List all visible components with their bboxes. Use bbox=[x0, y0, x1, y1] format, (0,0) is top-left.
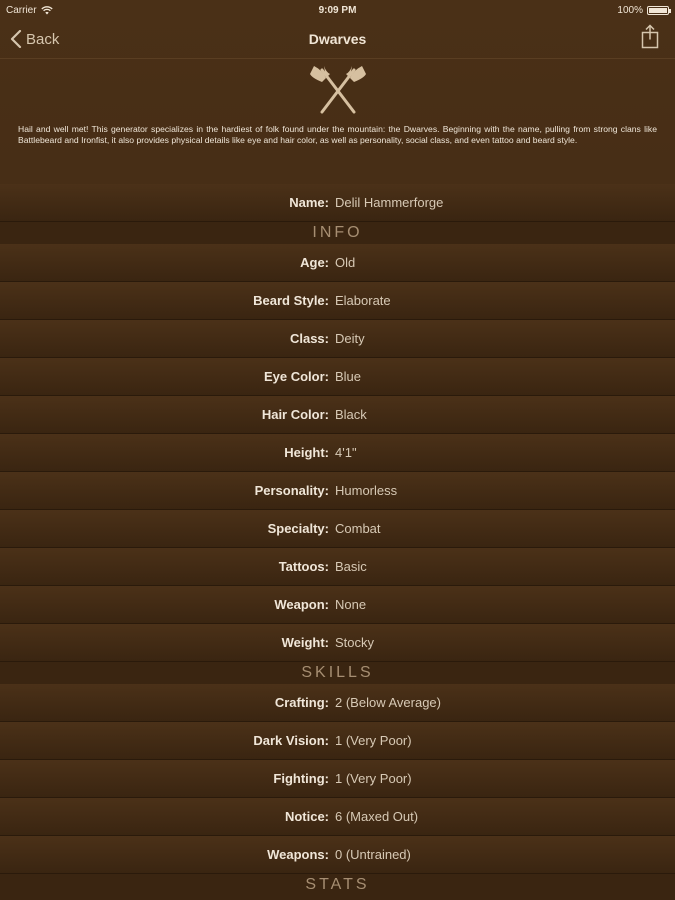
row-label: Personality: bbox=[254, 483, 329, 498]
table-row bbox=[0, 624, 675, 662]
back-button[interactable] bbox=[10, 30, 59, 48]
table-row bbox=[0, 548, 675, 586]
wifi-icon bbox=[41, 6, 53, 15]
row-value: 6 (Maxed Out) bbox=[335, 809, 419, 824]
row-value: None bbox=[335, 597, 367, 612]
status-time: 9:09 PM bbox=[318, 4, 357, 16]
row-label: Beard Style: bbox=[253, 293, 329, 308]
share-icon bbox=[641, 25, 659, 49]
intro-text: Hail and well met! This generator specializes in the hardiest of folk found under the mountain: the Dwarves. Beginning with the name, pulling from strong clans like Battlebeard and Ironfist, it also provides physical details like eye and hair color, as well as personality, social class, and even tattoo and beard style. bbox=[18, 124, 657, 145]
table-row bbox=[0, 358, 675, 396]
row-label: Age: bbox=[300, 255, 329, 270]
row-label: Notice: bbox=[284, 809, 329, 824]
row-value: Basic bbox=[335, 559, 367, 574]
row-value: Elaborate bbox=[335, 293, 391, 308]
row-label: Weight: bbox=[281, 635, 329, 650]
section-title-skills: SKILLS bbox=[0, 662, 675, 684]
name-row bbox=[0, 184, 675, 222]
row-value: Humorless bbox=[335, 483, 398, 498]
row-value: Black bbox=[335, 407, 367, 422]
row-label: Dark Vision: bbox=[253, 733, 329, 748]
row-label: Specialty: bbox=[267, 521, 329, 536]
row-label: Height: bbox=[284, 445, 329, 460]
row-value: Blue bbox=[335, 369, 362, 384]
table-row bbox=[0, 282, 675, 320]
section-title-stats: STATS bbox=[0, 874, 675, 896]
details-list bbox=[0, 184, 675, 896]
table-row bbox=[0, 244, 675, 282]
carrier-label: Carrier bbox=[6, 4, 37, 16]
chevron-left-icon bbox=[10, 30, 22, 48]
row-value: Delil Hammerforge bbox=[335, 195, 444, 210]
table-row bbox=[0, 836, 675, 874]
row-label: Crafting: bbox=[274, 695, 329, 710]
row-value: Combat bbox=[335, 521, 381, 536]
status-right bbox=[469, 5, 669, 16]
status-left bbox=[6, 5, 206, 16]
row-value: 1 (Very Poor) bbox=[335, 771, 412, 786]
info-section bbox=[0, 244, 675, 662]
share-button[interactable] bbox=[641, 25, 659, 54]
status-bar bbox=[0, 0, 675, 20]
table-row bbox=[0, 396, 675, 434]
page-title: Dwarves bbox=[308, 31, 367, 47]
row-label: Fighting: bbox=[273, 771, 329, 786]
row-label: Name: bbox=[289, 195, 329, 210]
row-label: Weapons: bbox=[267, 847, 329, 862]
row-label: Hair Color: bbox=[261, 407, 329, 422]
battery-icon bbox=[647, 6, 669, 15]
table-row bbox=[0, 586, 675, 624]
table-row bbox=[0, 722, 675, 760]
row-value: 2 (Below Average) bbox=[335, 695, 441, 710]
row-value: 0 (Untrained) bbox=[335, 847, 411, 862]
table-row bbox=[0, 760, 675, 798]
row-value: 4'1" bbox=[335, 445, 357, 460]
row-value: Old bbox=[335, 255, 356, 270]
section-title-info: INFO bbox=[0, 222, 675, 244]
crossed-axes-icon bbox=[308, 64, 368, 116]
table-row bbox=[0, 684, 675, 722]
table-row bbox=[0, 434, 675, 472]
row-label: Tattoos: bbox=[278, 559, 329, 574]
navigation-bar bbox=[0, 20, 675, 59]
row-label: Weapon: bbox=[274, 597, 329, 612]
table-row bbox=[0, 510, 675, 548]
battery-percent: 100% bbox=[617, 4, 643, 16]
table-row bbox=[0, 798, 675, 836]
row-label: Eye Color: bbox=[263, 369, 329, 384]
row-label: Class: bbox=[289, 331, 329, 346]
back-label: Back bbox=[26, 30, 60, 48]
skills-section bbox=[0, 684, 675, 874]
row-value: Stocky bbox=[335, 635, 375, 650]
table-row bbox=[0, 472, 675, 510]
table-row bbox=[0, 320, 675, 358]
row-value: Deity bbox=[335, 331, 365, 346]
row-value: 1 (Very Poor) bbox=[335, 733, 412, 748]
